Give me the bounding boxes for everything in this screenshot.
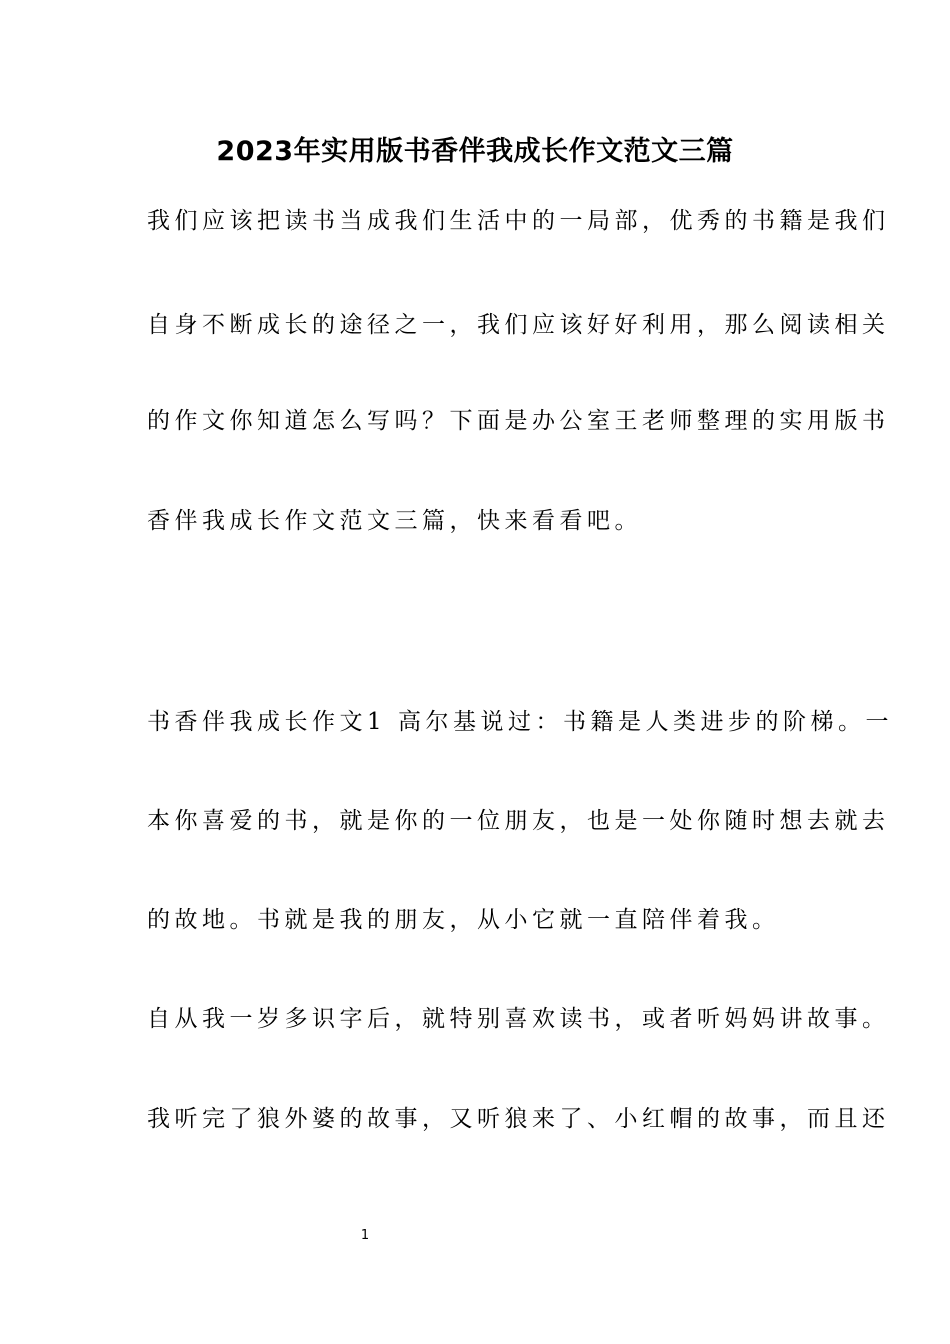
intro-line-2: 自身不断成长的途径之一，我们应该好好利用，那么阅读相关 [147,312,890,338]
essay-line-4: 自从我一岁多识字后，就特别喜欢读书，或者听妈妈讲故事。 [147,1006,890,1032]
essay-line-3: 的故地。书就是我的朋友，从小它就一直陪伴着我。 [147,907,780,933]
page-number: 1 [360,1228,370,1243]
essay-line-2: 本你喜爱的书，就是你的一位朋友，也是一处你随时想去就去 [147,808,890,834]
essay-line-1: 书香伴我成长作文1 高尔基说过：书籍是人类进步的阶梯。一 [147,709,893,735]
intro-line-4: 香伴我成长作文范文三篇，快来看看吧。 [147,508,642,534]
essay-line-5: 我听完了狼外婆的故事，又听狼来了、小红帽的故事，而且还 [147,1106,890,1132]
document-title: 2023年实用版书香伴我成长作文范文三篇 [216,136,734,167]
intro-line-3: 的作文你知道怎么写吗？下面是办公室王老师整理的实用版书 [147,408,890,434]
intro-line-1: 我们应该把读书当成我们生活中的一局部，优秀的书籍是我们 [147,208,890,234]
